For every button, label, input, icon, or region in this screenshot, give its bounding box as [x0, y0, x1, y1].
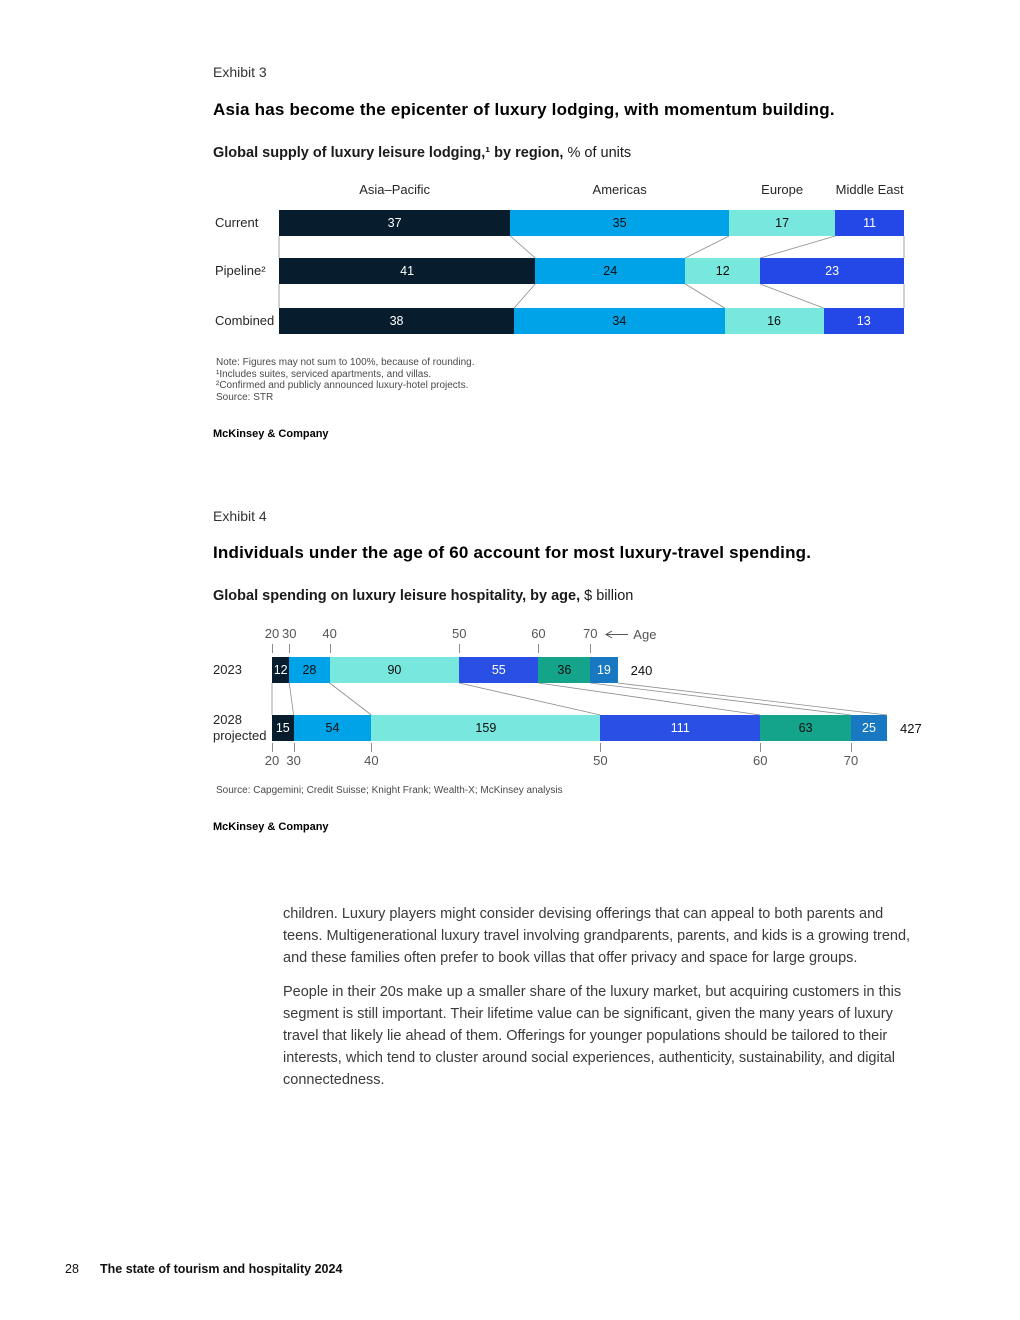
bar-segment — [272, 657, 289, 683]
bar-segment — [272, 715, 294, 741]
bar-segment — [729, 210, 835, 236]
body-text — [283, 903, 913, 1091]
bar-value: 23 — [825, 264, 840, 278]
bar-value: 41 — [400, 264, 415, 278]
row-label: 2023 — [213, 662, 242, 677]
axis-tick-top — [289, 644, 290, 653]
exhibit4-label: Exhibit 4 — [213, 508, 267, 524]
bar-segment — [514, 308, 724, 334]
exhibit3-label: Exhibit 3 — [213, 64, 267, 80]
bar-value: 54 — [325, 721, 340, 735]
bar-value: 35 — [612, 216, 627, 230]
bar-value: 28 — [302, 663, 317, 677]
bar-value: 63 — [798, 721, 813, 735]
exhibit4-subtitle-measure: Global spending on luxury leisure hospitality, by age, — [213, 588, 581, 604]
exhibit3-note-line: Note: Figures may not sum to 100%, because of rounding. — [216, 357, 475, 368]
age-axis-label: Age — [633, 627, 657, 642]
axis-tick-bottom — [371, 743, 372, 752]
axis-tick-top — [459, 644, 460, 653]
bar-segment — [600, 715, 760, 741]
bar-segment — [289, 657, 329, 683]
exhibit3-note-line: ²Confirmed and publicly announced luxury-hotel projects. — [216, 380, 469, 391]
stacked-bar — [279, 258, 904, 284]
axis-tick-top — [272, 644, 273, 653]
bar-segment — [760, 715, 851, 741]
age-arrow-icon — [604, 630, 628, 639]
bar-value: 15 — [275, 721, 290, 735]
bar-value: 19 — [596, 663, 611, 677]
column-header: Americas — [592, 182, 647, 197]
bar-value: 12 — [273, 663, 288, 677]
age-tick-label-bottom: 30 — [286, 753, 301, 768]
bar-segment — [330, 657, 460, 683]
bar-value: 25 — [862, 721, 876, 735]
bar-value: 159 — [475, 721, 497, 735]
axis-tick-bottom — [294, 743, 295, 752]
bar-segment — [459, 657, 538, 683]
age-tick-label-top: 60 — [531, 626, 546, 641]
stacked-bar — [272, 715, 887, 741]
exhibit3-subtitle — [213, 145, 631, 161]
bar-value: 36 — [557, 663, 572, 677]
bar-segment — [685, 258, 760, 284]
body-paragraph: children. Luxury players might consider devising offerings that can appeal to both parents and teens. Multigenerational luxury travel involving grandparents, parents, and kids is a growing trend, and these families often prefer to book villas that offer privacy and space for large groups. — [283, 906, 911, 966]
exhibit3-subtitle-measure: Global supply of luxury leisure lodging,¹ by region, — [213, 145, 564, 161]
column-header: Europe — [761, 182, 804, 197]
stacked-bar — [272, 657, 618, 683]
bar-segment — [535, 258, 685, 284]
axis-tick-top — [538, 644, 539, 653]
bar-segment — [294, 715, 372, 741]
bar-value: 90 — [387, 663, 402, 677]
exhibit3-note-line: ¹Includes suites, serviced apartments, and villas. — [216, 368, 432, 380]
exhibit4-title: Individuals under the age of 60 account for most luxury-travel spending. — [213, 543, 812, 562]
bar-value: 12 — [715, 264, 730, 278]
bar-segment — [279, 258, 535, 284]
exhibit3-title: Asia has become the epicenter of luxury lodging, with momentum building. — [213, 100, 835, 119]
bar-segment — [760, 258, 904, 284]
exhibit4-brand: McKinsey & Company — [213, 821, 329, 833]
bar-value: 111 — [670, 721, 690, 735]
axis-tick-top — [330, 644, 331, 653]
age-tick-label-top: 70 — [583, 626, 598, 641]
column-header: Middle East — [835, 182, 904, 197]
stacked-bar — [279, 308, 904, 334]
age-tick-label-top: 40 — [322, 626, 337, 641]
body-paragraph: People in their 20s make up a smaller share of the luxury market, but acquiring customers in this segment is still important. Their lifetime value can be significant, given the many years of luxury travel that likely lie ahead of them. Offerings for younger populations should be tailored to their interests, which tend to cluster around social experiences, authenticity, sustainability, and digital connectedness. — [283, 984, 902, 1088]
bar-value: 17 — [775, 216, 790, 230]
exhibit3-brand: McKinsey & Company — [213, 428, 329, 440]
exhibit3-chart — [0, 178, 1020, 348]
axis-tick-bottom — [600, 743, 601, 752]
connector-lines — [0, 620, 1020, 785]
stacked-bar — [279, 210, 904, 236]
bar-segment — [279, 308, 514, 334]
bar-value: 55 — [491, 663, 506, 677]
age-tick-label-bottom: 50 — [593, 753, 608, 768]
bar-value: 37 — [387, 216, 402, 230]
exhibit3-notes — [216, 357, 474, 403]
footer-page-number: 28 — [65, 1262, 79, 1276]
exhibit3-subtitle-unit: % of units — [563, 145, 632, 161]
exhibit3-note-line: Source: STR — [216, 391, 274, 403]
bar-value: 16 — [767, 314, 781, 328]
row-label: Pipeline² — [215, 263, 266, 278]
exhibit4-chart — [0, 620, 1020, 785]
age-tick-label-bottom: 70 — [843, 753, 859, 768]
age-tick-label-top: 30 — [282, 626, 297, 641]
bar-segment — [824, 308, 904, 334]
bar-value: 34 — [612, 314, 627, 328]
bar-segment — [590, 657, 617, 683]
age-tick-label-top: 20 — [264, 626, 280, 641]
row-label: 2028 projected — [213, 712, 267, 743]
bar-segment — [538, 657, 590, 683]
bar-value: 24 — [603, 264, 618, 278]
age-axis-caption — [604, 627, 656, 642]
bar-segment — [371, 715, 600, 741]
age-tick-label-bottom: 20 — [264, 753, 280, 768]
axis-tick-bottom — [272, 743, 273, 752]
axis-tick-bottom — [760, 743, 761, 752]
exhibit4-subtitle-unit: $ billion — [580, 588, 634, 604]
age-tick-label-bottom: 60 — [753, 753, 768, 768]
bar-segment — [279, 210, 510, 236]
row-label: Combined — [215, 313, 275, 328]
bar-total: 427 — [900, 720, 922, 736]
age-tick-label-bottom: 40 — [364, 753, 379, 768]
exhibit4-subtitle — [213, 588, 633, 604]
bar-segment — [851, 715, 887, 741]
bar-total: 240 — [630, 662, 653, 678]
bar-value: 11 — [863, 216, 877, 230]
row-label: Current — [215, 215, 259, 230]
bar-segment — [510, 210, 729, 236]
axis-tick-bottom — [851, 743, 852, 752]
age-tick-label-top: 50 — [452, 626, 467, 641]
bar-segment — [725, 308, 824, 334]
bar-value: 38 — [389, 314, 404, 328]
bar-segment — [835, 210, 904, 236]
exhibit4-source: Source: Capgemini; Credit Suisse; Knight Frank; Wealth-X; McKinsey analysis — [216, 785, 563, 796]
column-header: Asia–Pacific — [359, 182, 431, 197]
axis-tick-top — [590, 644, 591, 653]
footer-report-title: The state of tourism and hospitality 2024 — [100, 1262, 343, 1276]
bar-value: 13 — [856, 314, 871, 328]
